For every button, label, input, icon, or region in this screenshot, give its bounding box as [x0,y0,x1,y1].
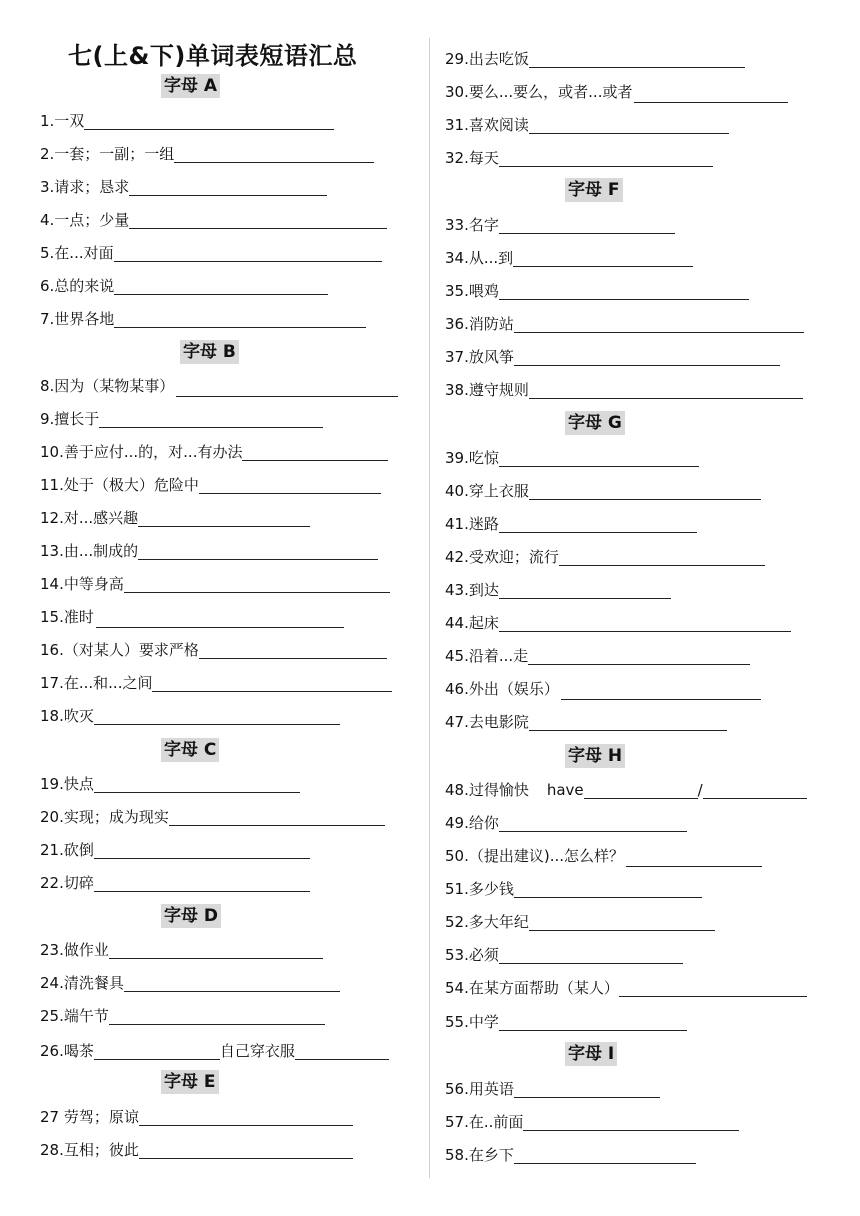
phrase-label: 21.砍倒 [40,841,94,859]
phrase-item [40,143,374,165]
phrase-label: 46.外出（娱乐） [445,680,559,698]
answer-blank[interactable] [499,614,791,632]
answer-blank[interactable] [514,315,804,333]
answer-blank[interactable] [499,581,671,599]
answer-blank[interactable] [499,814,687,832]
answer-blank[interactable] [584,781,698,799]
section-heading-f: 字母 F [565,178,623,202]
phrase-item [445,247,693,269]
phrase-item [445,513,697,535]
answer-blank[interactable] [94,775,300,793]
phrase-label: 17.在...和...之间 [40,674,153,692]
answer-blank[interactable] [242,443,388,461]
phrase-label: 27 劳驾；原谅 [40,1108,139,1126]
phrase-label: 50.（提出建议)...怎么样？ [445,847,625,865]
section-heading-c: 字母 C [161,738,219,762]
phrase-item [445,845,764,867]
phrase-label: 3.请求；恳求 [40,178,130,196]
phrase-item [445,779,807,801]
phrase-label: 12.对...感兴趣 [40,509,139,527]
answer-blank[interactable] [514,1146,696,1164]
phrase-item [445,480,761,502]
section-heading-a: 字母 A [161,74,220,98]
answer-blank[interactable] [499,282,749,300]
phrase-item [40,209,387,231]
answer-blank[interactable] [499,449,699,467]
phrase-label: 14.中等身高 [40,575,124,593]
phrase-item [40,972,340,994]
phrase-label: 7.世界各地 [40,310,115,328]
phrase-item [40,441,388,463]
phrase-label: 26.喝茶 [40,1042,94,1060]
phrase-item [445,280,749,302]
section-heading-g: 字母 G [565,411,625,435]
phrase-label: 13.由...制成的 [40,542,139,560]
answer-blank[interactable] [96,610,344,628]
answer-blank[interactable] [109,1007,325,1025]
answer-blank[interactable] [634,85,788,103]
answer-blank[interactable] [174,145,374,163]
phrase-label: 2.一套；一副；一组 [40,145,175,163]
phrase-item [445,214,675,236]
answer-blank[interactable] [99,410,323,428]
separator: / [697,781,703,799]
answer-blank[interactable] [514,348,780,366]
answer-blank[interactable] [499,216,675,234]
section-heading-d: 字母 D [161,904,221,928]
answer-blank[interactable] [619,979,807,997]
phrase-label: 42.受欢迎；流行 [445,548,559,566]
phrase-label: 44.起床 [445,614,499,632]
phrase-label: 53.必须 [445,946,499,964]
page-title: 七(上&下)单词表短语汇总 [68,42,358,70]
answer-blank[interactable] [561,682,761,700]
phrase-item [40,1106,353,1128]
answer-blank[interactable] [152,674,392,692]
phrase-item [40,408,323,430]
phrase-label: 8.因为（某物某事） [40,377,175,395]
answer-blank[interactable] [94,874,310,892]
phrase-item [445,579,671,601]
phrase-label: 37.放风筝 [445,348,514,366]
phrase-item [40,672,392,694]
phrase-item [40,176,327,198]
phrase-label: 38.遵守规则 [445,381,529,399]
answer-blank[interactable] [529,482,761,500]
answer-blank[interactable] [529,50,745,68]
phrase-label: 43.到达 [445,581,499,599]
answer-blank[interactable] [94,707,340,725]
phrase-label: 33.名字 [445,216,499,234]
phrase-item [445,612,791,634]
phrase-label: 4.一点；少量 [40,211,130,229]
phrase-item [40,375,400,397]
phrase-item [40,507,310,529]
phrase-item [445,878,702,900]
phrase-label: 30.要么...要么，或者...或者 [445,83,633,101]
phrase-label: 36.消防站 [445,315,514,333]
phrase-item [445,678,763,700]
answer-blank[interactable] [139,1141,353,1159]
answer-blank[interactable] [513,249,693,267]
answer-blank[interactable] [499,1013,687,1031]
phrase-label: 自己穿衣服 [219,1042,295,1060]
phrase-label: 35.喂鸡 [445,282,499,300]
phrase-item [445,48,745,70]
phrase-label: 58.在乡下 [445,1146,514,1164]
phrase-item [445,1144,696,1166]
phrase-item [445,1078,660,1100]
phrase-item [40,1040,389,1062]
answer-blank[interactable] [703,781,807,799]
phrase-item [40,110,334,132]
answer-blank[interactable] [114,310,366,328]
phrase-label: have [546,781,584,799]
phrase-item [445,911,715,933]
answer-blank[interactable] [138,542,378,560]
phrase-item [445,645,750,667]
section-heading-e: 字母 E [161,1070,219,1094]
phrase-item [40,705,340,727]
phrase-item [445,546,765,568]
answer-blank[interactable] [499,946,683,964]
phrase-item [445,147,713,169]
phrase-item [445,711,727,733]
phrase-item [445,977,807,999]
answer-blank[interactable] [138,509,310,527]
answer-blank[interactable] [529,713,727,731]
answer-blank[interactable] [129,178,327,196]
phrase-label: 16.（对某人）要求严格 [40,641,199,659]
phrase-item [40,872,310,894]
answer-blank[interactable] [295,1042,389,1060]
phrase-item [40,308,366,330]
phrase-item [445,1111,739,1133]
section-heading-i: 字母 I [565,1042,617,1066]
phrase-item [40,839,310,861]
phrase-label: 47.去电影院 [445,713,529,731]
phrase-label: 39.吃惊 [445,449,499,467]
phrase-item [445,313,804,335]
phrase-label: 52.多大年纪 [445,913,529,931]
section-heading-h: 字母 H [565,744,625,768]
answer-blank[interactable] [94,841,310,859]
phrase-item [40,773,300,795]
phrase-label: 34.从...到 [445,249,514,267]
answer-blank[interactable] [109,941,323,959]
phrase-label: 22.切碎 [40,874,94,892]
answer-blank[interactable] [199,476,381,494]
answer-blank[interactable] [528,647,750,665]
answer-blank[interactable] [523,1113,739,1131]
answer-blank[interactable] [169,808,385,826]
phrase-label: 11.处于（极大）危险中 [40,476,199,494]
phrase-label: 56.用英语 [445,1080,514,1098]
phrase-item [445,346,780,368]
answer-blank[interactable] [129,211,387,229]
column-divider [429,38,430,1178]
phrase-item [40,606,346,628]
phrase-label: 31.喜欢阅读 [445,116,529,134]
answer-blank[interactable] [499,149,713,167]
phrase-label: 18.吹灭 [40,707,94,725]
answer-blank[interactable] [124,974,340,992]
phrase-item [40,242,382,264]
phrase-item [445,812,687,834]
phrase-item [40,275,328,297]
phrase-item [445,379,803,401]
phrase-label: 32.每天 [445,149,499,167]
phrase-label: 9.擅长于 [40,410,100,428]
phrase-label: 29.出去吃饭 [445,50,529,68]
phrase-label: 6.总的来说 [40,277,115,295]
phrase-label: 5.在...对面 [40,244,114,262]
answer-blank[interactable] [499,515,697,533]
phrase-item [40,573,390,595]
phrase-item [40,939,323,961]
phrase-item [40,540,378,562]
answer-blank[interactable] [114,244,382,262]
answer-blank[interactable] [94,1042,220,1060]
phrase-label: 20.实现；成为现实 [40,808,169,826]
phrase-label: 15.准时 [40,608,94,626]
phrase-item [445,944,683,966]
answer-blank[interactable] [514,880,702,898]
answer-blank[interactable] [114,277,328,295]
phrase-label: 55.中学 [445,1013,499,1031]
phrase-label: 24.清洗餐具 [40,974,124,992]
answer-blank[interactable] [84,112,334,130]
phrase-label: 49.给你 [445,814,499,832]
answer-blank[interactable] [124,575,390,593]
answer-blank[interactable] [199,641,387,659]
phrase-label: 19.快点 [40,775,94,793]
phrase-item [445,1011,687,1033]
phrase-label: 1.一双 [40,112,85,130]
phrase-item [40,1005,325,1027]
phrase-item [40,474,381,496]
phrase-item [445,81,790,103]
phrase-item [40,639,387,661]
phrase-label: 28.互相；彼此 [40,1141,139,1159]
answer-blank[interactable] [529,381,803,399]
answer-blank[interactable] [139,1108,353,1126]
phrase-item [40,806,385,828]
phrase-label: 54.在某方面帮助（某人） [445,979,619,997]
answer-blank[interactable] [626,849,762,867]
phrase-label: 57.在..前面 [445,1113,524,1131]
phrase-label: 10.善于应付...的，对...有办法 [40,443,243,461]
phrase-label: 51.多少钱 [445,880,514,898]
answer-blank[interactable] [529,913,715,931]
phrase-label: 45.沿着...走 [445,647,529,665]
phrase-item [445,114,729,136]
phrase-label: 25.端午节 [40,1007,109,1025]
phrase-item [40,1139,353,1161]
phrase-label: 41.迷路 [445,515,499,533]
answer-blank[interactable] [529,116,729,134]
phrase-label: 40.穿上衣服 [445,482,529,500]
phrase-label: 48.过得愉快 [445,781,529,799]
answer-blank[interactable] [514,1080,660,1098]
phrase-item [445,447,699,469]
answer-blank[interactable] [559,548,765,566]
answer-blank[interactable] [176,379,398,397]
section-heading-b: 字母 B [180,340,239,364]
phrase-label: 23.做作业 [40,941,109,959]
